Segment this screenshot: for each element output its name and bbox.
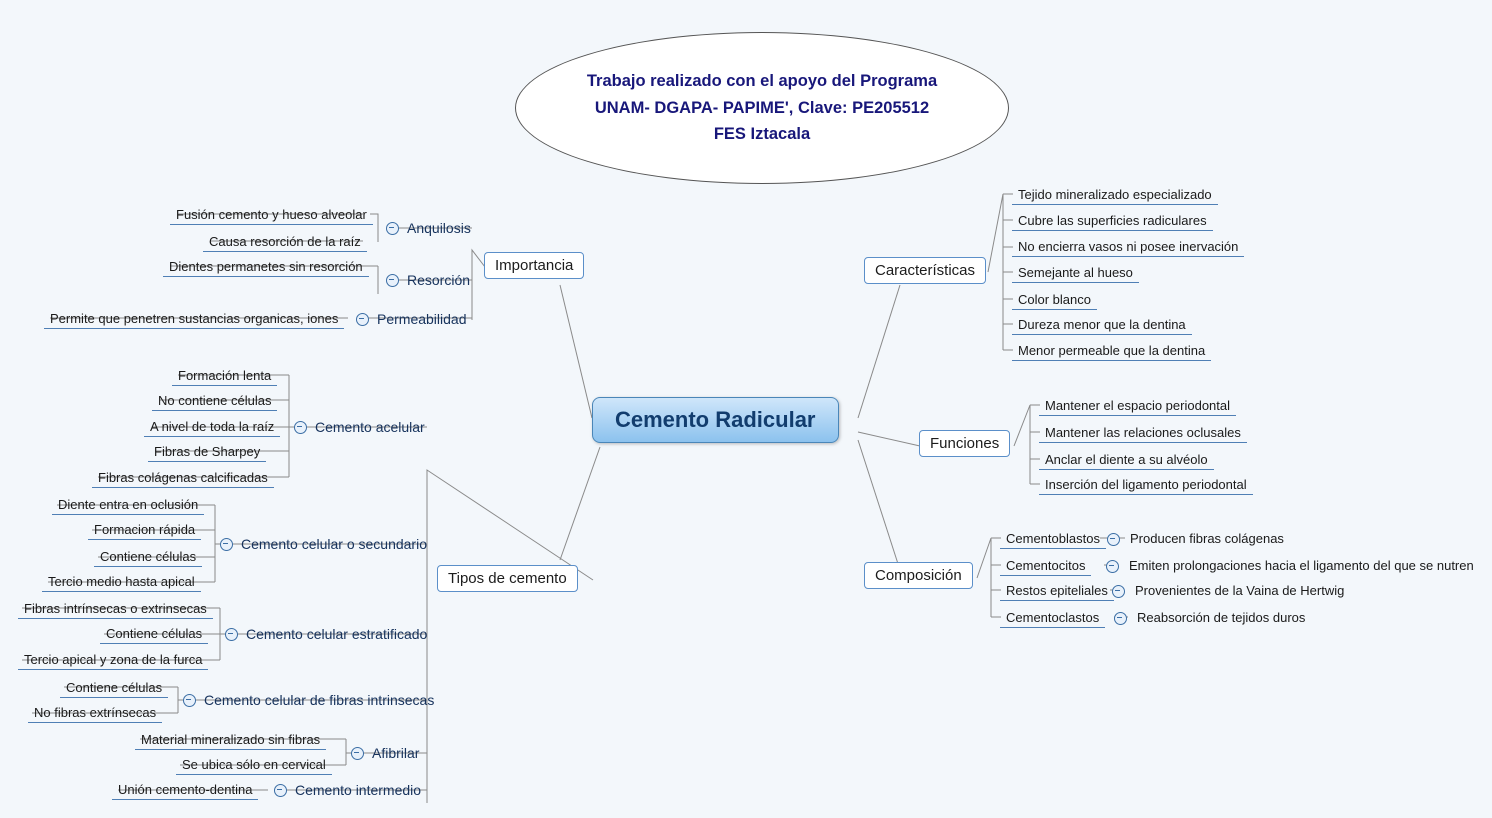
collapse-icon[interactable] [386,274,399,287]
central-node[interactable]: Cemento Radicular [592,397,839,443]
branch-caracteristicas[interactable]: Características [864,257,986,284]
node-cementocitos[interactable]: Cementocitos [1000,557,1091,576]
leaf-item: Menor permeable que la dentina [1012,342,1211,361]
leaf-item: Color blanco [1012,291,1097,310]
collapse-icon[interactable] [1114,612,1127,625]
leaf-item: Permite que penetren sustancias organicas, iones [44,310,344,329]
node-cemento-intermedio[interactable]: Cemento intermedio [270,781,425,799]
node-resorcion[interactable]: Resorción [382,271,474,289]
node-cemento-celular-secundario[interactable]: Cemento celular o secundario [216,535,431,553]
node-cemento-celular-estratificado[interactable]: Cemento celular estratificado [221,625,431,643]
title-text [587,68,937,148]
collapse-icon[interactable] [294,421,307,434]
leaf-item: No contiene células [152,392,277,411]
leaf-item: Fibras colágenas calcificadas [92,469,274,488]
cementocitos-detail[interactable]: Emiten prolongaciones hacia el ligamento del que se nutren [1102,557,1480,575]
leaf-item: Fusión cemento y hueso alveolar [170,206,373,225]
leaf-item: Tercio medio hasta apical [42,573,201,592]
collapse-icon[interactable] [220,538,233,551]
title-line-3: FES Iztacala [713,125,811,144]
collapse-icon[interactable] [1107,533,1120,546]
leaf-item: Formacion rápida [88,521,201,540]
node-cemento-celular-fibras-intrinsecas[interactable]: Cemento celular de fibras intrinsecas [179,691,438,709]
collapse-icon[interactable] [1112,585,1125,598]
collapse-icon[interactable] [183,694,196,707]
cementoclastos-detail[interactable]: Reabsorción de tejidos duros [1110,609,1311,627]
leaf-item: Inserción del ligamento periodontal [1039,476,1253,495]
leaf-item: Dientes permanetes sin resorción [163,258,369,277]
title-ellipse [515,32,1009,184]
node-permeabilidad[interactable]: Permeabilidad [352,310,471,328]
cementoblastos-detail[interactable]: Producen fibras colágenas [1103,530,1290,548]
collapse-icon[interactable] [1106,560,1119,573]
node-restos-epiteliales[interactable]: Restos epiteliales [1000,582,1114,601]
node-cemento-acelular[interactable]: Cemento acelular [290,418,429,436]
title-line-2: UNAM- DGAPA- PAPIME', Clave: PE205512 [594,98,930,117]
branch-importancia[interactable]: Importancia [484,252,584,279]
leaf-item: Formación lenta [172,367,277,386]
leaf-item: Causa resorción de la raíz [203,233,367,252]
leaf-item: Anclar el diente a su alvéolo [1039,451,1214,470]
leaf-item: Diente entra en oclusión [52,496,204,515]
leaf-item: Tercio apical y zona de la furca [18,651,208,670]
node-anquilosis[interactable]: Anquilosis [382,219,475,237]
leaf-item: A nivel de toda la raíz [144,418,280,437]
leaf-item: Material mineralizado sin fibras [135,731,326,750]
collapse-icon[interactable] [351,747,364,760]
collapse-icon[interactable] [225,628,238,641]
restos-epiteliales-detail[interactable]: Provenientes de la Vaina de Hertwig [1108,582,1350,600]
leaf-item: Cubre las superficies radiculares [1012,212,1213,231]
leaf-item: Unión cemento-dentina [112,781,258,800]
leaf-item: Contiene células [60,679,168,698]
leaf-item: Semejante al hueso [1012,264,1139,283]
branch-composicion[interactable]: Composición [864,562,973,589]
collapse-icon[interactable] [274,784,287,797]
leaf-item: Se ubica sólo en cervical [176,756,332,775]
node-cementoblastos[interactable]: Cementoblastos [1000,530,1106,549]
leaf-item: No fibras extrínsecas [28,704,162,723]
branch-funciones[interactable]: Funciones [919,430,1010,457]
leaf-item: Mantener las relaciones oclusales [1039,424,1247,443]
collapse-icon[interactable] [356,313,369,326]
leaf-item: Contiene células [100,625,208,644]
leaf-item: Fibras de Sharpey [148,443,266,462]
node-afibrilar[interactable]: Afibrilar [347,744,423,762]
title-line-1: Trabajo realizado con el apoyo del Programa [586,71,938,90]
node-cementoclastos[interactable]: Cementoclastos [1000,609,1105,628]
collapse-icon[interactable] [386,222,399,235]
leaf-item: Mantener el espacio periodontal [1039,397,1236,416]
leaf-item: Fibras intrínsecas o extrinsecas [18,600,213,619]
leaf-item: Tejido mineralizado especializado [1012,186,1218,205]
leaf-item: Contiene células [94,548,202,567]
leaf-item: No encierra vasos ni posee inervación [1012,238,1244,257]
branch-tipos-de-cemento[interactable]: Tipos de cemento [437,565,578,592]
leaf-item: Dureza menor que la dentina [1012,316,1192,335]
